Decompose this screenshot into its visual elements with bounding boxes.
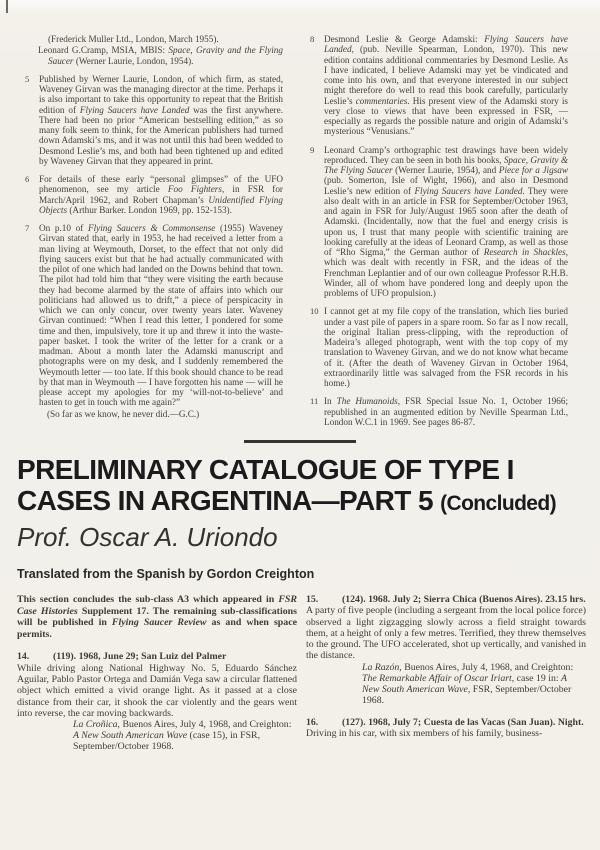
footnote-text: Leonard Cramp’s orthographic test drawings have been widely reproduced. They can be seen in both his books, Space, Gravity & The Flying Saucer (Werner Laurie, 1954), and Piece for a Jigsaw (pub. Somerton, Isle of Wight, 1966), and also in Desmond Leslie’s new edition of Flying Saucers have Landed. They were also dealt with in an article in FSR for September/October 1963, and again in FSR for July/August 1965 soon after the death of Adamski. (Incidentally, now that the fuel and energy crisis is upon us, I trust that many people with scientific training are looking carefully at the ideas of Leonard Cramp, as well as those of “Rho Sigma,” the German author of Research in Shackles, which was dealt with recently in FSR, and the ideas of the Frenchman Leplantier and of our own colleague Professor R.H.B. Winder, all of whom have pondered long and deeply upon the problems of UFO propulsion.) xyxy=(324,144,568,298)
case-body: Driving in his car, with six members of his family, business- xyxy=(306,728,543,740)
footnote-text: On p.10 of Flying Saucers & Commonsense (1955) Waveney Girvan stated that, early in 1953, he had received a letter from a man living at Weymouth, Dorset, to the effect that not only did flying saucers exist but that he had actually communicated with the pilot of one which had landed on the Downs behind that town. The pilot had told him that “they were visiting the earth because they had become alarmed by the state of affairs into which our politicians had allowed us to drift,” a piece of perspicacity in which we can only concur, over twenty years later. Waveney Girvan continued: “When I read this letter, I pondered for some time and then, impulsively, tore it up and threw it into the waste-paper basket. I took the writer of the letter for a crank or a madman. About a month later the Adamski manuscript and photographs were on my desk, and I suddenly remembered the Weymouth letter — too late. If this book should chance to be read by that man in Weymouth — I have forgotten his name — will he please accept my apologies for my ‘will-not-to-believe’ and hasten to get in touch with me again?” xyxy=(39,223,284,408)
case-heading-text: (124). 1968. July 2; Sierra Chica (Buenos Aires). 23.15 hrs. xyxy=(342,594,586,605)
footnote-text: Published by Werner Laurie, London, of which firm, as stated, Waveney Girvan was the managing director at the time. Perhaps it is also important to take this opportunity to repeat that the British edition of Flying Saucers have Landed was the first anywhere. There had been no prior “American bestselling edition,” as so many folk seem to think, for the American publishers had turned down Adamski’s ms, and it was not until this had been wedded to Desmond Leslie’s ms, and both had been tightened up and edited by Waveney Girvan that they appeared in print. xyxy=(39,73,283,166)
article-title-line2 xyxy=(17,485,580,519)
case-citation: La Razón, Buenos Aires, July 4, 1968, and Creighton: The Remarkable Affair of Oscar Iriart, case 19 in: A New South American Wave, FSR, September/October 1968. xyxy=(362,661,574,706)
footnote-number: 11 xyxy=(310,396,319,407)
case-number: 14. xyxy=(17,651,30,663)
case-heading-text: (127). 1968, July 7; Cuesta de las Vacas (San Juan). Night. xyxy=(342,716,584,728)
section-divider xyxy=(244,440,356,443)
article-title-suffix: (Concluded) xyxy=(440,492,557,515)
footnote-continuation-line: (Frederick Muller Ltd., London, March 1955). xyxy=(48,34,219,44)
case-16 xyxy=(306,717,586,740)
footnote-text: For details of these early “personal glimpses” of the UFO phenomenon, see my article Foo Fighters, in FSR for March/April 1962, and Robert Chapman’s Unidentified Flying Objects (Arthur Barker. London 1969, pp. 152-153). xyxy=(39,174,283,215)
footnote-8 xyxy=(310,34,568,137)
case-15 xyxy=(306,594,586,706)
footnote-number: 9 xyxy=(310,144,315,155)
footnote-number: 10 xyxy=(310,306,319,317)
footnote-text: In The Humanoids, FSR Special Issue No. 1, October 1966; republished in an augmented edition by Neville Spearman Ltd., London W.C.1 in 1969. See pages 86-87. xyxy=(324,396,568,427)
article-title-line2-main: CASES IN ARGENTINA—PART 5 xyxy=(17,485,433,516)
case-body: While driving along National Highway No. 5, Eduardo Sánchez Aguilar, Pablo Pastor Ortega and Damián Vega saw a circular flattened object which emitted a vivid orange light. As it passed at a close distance from their car, it shook the car violently and the gears went into reverse, the car moving backwards. xyxy=(17,662,297,719)
footnote-5 xyxy=(25,74,283,166)
scan-mark xyxy=(6,0,8,13)
footnote-text: Desmond Leslie & George Adamski: Flying Saucers have Landed, (pub. Neville Spearman, London, 1970). This new edition contains additional commentaries by Desmond Leslie. As I have indicated, I believe Adamski may yet be vindicated and come into his own, and that everyone interested in our subject might therefore do well to read this book carefully, particularly Leslie’s commentaries. His present view of the Adamski story is very close to views that have been expressed in FSR, — especially as regards the possible nature and origin of Adamski’s mysterious “Venusians.” xyxy=(324,34,569,137)
footnote-6 xyxy=(25,174,283,215)
case-citation: La Croñica, Buenos Aires, July 4, 1968, and Creighton: A New South American Wave (case 15), in FSR, September/October 1968. xyxy=(73,719,292,753)
footnote-text: I cannot get at my file copy of the translation, which lies buried under a vast pile of papers in a spare room. So far as I now recall, the original Italian press-clipping, with the reproduction of Madeira’s alleged photograph, went with the top copy of my translation to Waveney Girvan, and we do not know what became of it. (After the death of Waveney Girvan in October 1964, extraordinarily little was salvaged from the FSR records in his home.) xyxy=(324,306,568,388)
case-number: 15. xyxy=(306,594,319,605)
footnote-10 xyxy=(310,306,568,388)
footnote-number: 8 xyxy=(310,34,315,44)
case-heading xyxy=(17,651,297,662)
case-14 xyxy=(17,651,297,752)
translator-note: Translated from the Spanish by Gordon Creighton xyxy=(17,567,315,581)
intro-paragraph: This section concludes the sub-class A3 which appeared in FSR Case Histories Supplement 17. The remaining sub-classifications will be published in Flying Saucer Review as and when space permits. xyxy=(17,594,297,640)
case-heading xyxy=(306,594,586,605)
article-header xyxy=(0,452,600,581)
body-column-right xyxy=(306,594,586,752)
case-body: A party of five people (including a sergeant from the local police force) observed a light zigzagging slowly across a field straight towards them, at a height of only a few metres. Terrified, they threw themselves to the ground. The UFO accelerated, shot up vertically, and vanished in the distance. xyxy=(306,605,587,662)
case-heading-text: (119). 1968, June 29; San Luiz del Palmer xyxy=(53,651,227,663)
footnote-11 xyxy=(310,396,568,427)
footnote-7 xyxy=(25,223,283,408)
footnote-number: 5 xyxy=(25,73,30,84)
footnote-number: 6 xyxy=(25,174,30,184)
footnote-continuation-line: Leonard G.Cramp, MSIA, MBIS: Space, Gravity and the Flying Saucer (Werner Laurie, London, 1954). xyxy=(38,45,283,66)
footnote-column-right xyxy=(310,34,568,427)
footnote-column-left xyxy=(25,34,283,427)
footnote-number: 7 xyxy=(25,223,30,233)
article-title-line1: PRELIMINARY CATALOGUE OF TYPE I xyxy=(17,454,514,485)
footnote-aside: (So far as we know, he never did.—G.C.) xyxy=(47,408,200,419)
footnote-9 xyxy=(310,145,568,299)
case-heading xyxy=(306,717,586,728)
case-number: 16. xyxy=(306,716,319,728)
body-column-left xyxy=(17,594,297,752)
article-body xyxy=(0,581,600,752)
article-author: Prof. Oscar A. Uriondo xyxy=(17,522,278,552)
